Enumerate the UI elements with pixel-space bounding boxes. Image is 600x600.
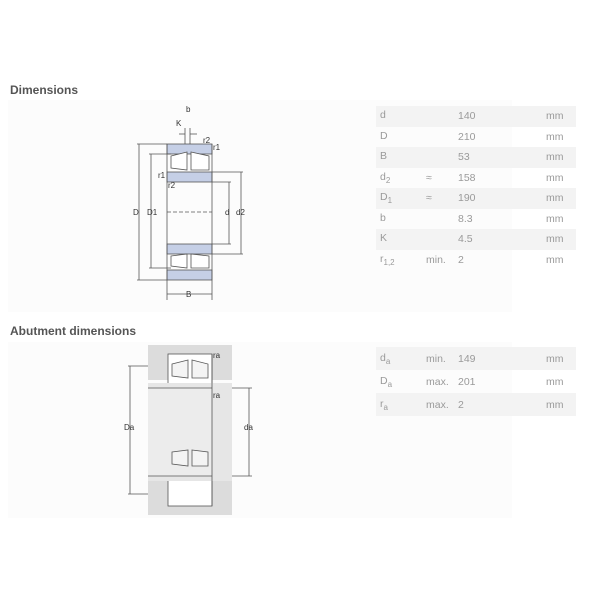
unit: mm [546, 130, 564, 143]
label-Da: Da [124, 423, 135, 432]
table-row [376, 209, 576, 230]
label-K: K [176, 119, 182, 128]
unit: mm [546, 171, 564, 184]
symbol: B [380, 150, 388, 163]
label-D: D [133, 208, 139, 217]
dimensions-table [376, 106, 576, 270]
label-r2-top: r2 [203, 136, 211, 145]
table-row [376, 393, 576, 416]
label-ra-mid: ra [213, 391, 221, 400]
table-row [376, 168, 576, 189]
abutment-table [376, 347, 576, 416]
label-r1-left: r1 [158, 171, 166, 180]
unit: mm [546, 233, 564, 246]
table-row [376, 250, 576, 271]
label-B: B [186, 290, 192, 299]
symbol: $D_a$ [380, 374, 393, 389]
table-row [376, 370, 576, 393]
label-D1: D1 [147, 208, 158, 217]
value: 2 [458, 253, 464, 266]
symbol: $D_1$ [380, 191, 393, 206]
qualifier: max. [426, 375, 449, 388]
symbol: D [380, 129, 388, 142]
unit: mm [546, 151, 564, 164]
qualifier: min. [426, 352, 446, 365]
table-row [376, 229, 576, 250]
value: 4.5 [458, 233, 473, 246]
symbol: $r_a$ [380, 397, 388, 412]
symbol: $d_2$ [380, 170, 391, 185]
bearing-dimensions-diagram [125, 100, 255, 300]
qualifier: max. [426, 398, 449, 411]
unit: mm [546, 192, 564, 205]
label-d2: d2 [236, 208, 245, 217]
dimensions-title: Dimensions [10, 83, 79, 97]
table-row [376, 147, 576, 168]
unit: mm [546, 253, 564, 266]
abutment-title: Abutment dimensions [10, 324, 137, 338]
value: 149 [458, 352, 476, 365]
unit: mm [546, 352, 564, 365]
qualifier: min. [426, 253, 446, 266]
unit: mm [546, 398, 564, 411]
value: 158 [458, 171, 476, 184]
label-r1-top: r1 [213, 143, 221, 152]
label-ra-top: ra [213, 351, 221, 360]
value: 201 [458, 375, 476, 388]
table-row [376, 106, 576, 127]
table-row [376, 347, 576, 370]
value: 210 [458, 130, 476, 143]
label-r2-left: r2 [168, 181, 176, 190]
symbol: $d_a$ [380, 351, 391, 366]
value: 190 [458, 192, 476, 205]
qualifier: ≈ [426, 171, 432, 184]
table-row [376, 188, 576, 209]
abutment-diagram [120, 340, 260, 520]
symbol: d [380, 109, 386, 122]
value: 53 [458, 151, 470, 164]
unit: mm [546, 375, 564, 388]
symbol: b [380, 211, 386, 224]
qualifier: ≈ [426, 192, 432, 205]
value: 140 [458, 110, 476, 123]
symbol: K [380, 232, 388, 245]
unit: mm [546, 212, 564, 225]
value: 8.3 [458, 212, 473, 225]
value: 2 [458, 398, 464, 411]
label-b: b [186, 105, 191, 114]
symbol: $r_{1,2}$ [380, 252, 395, 267]
label-d: d [225, 208, 230, 217]
table-row [376, 127, 576, 148]
unit: mm [546, 110, 564, 123]
label-da: da [244, 423, 253, 432]
